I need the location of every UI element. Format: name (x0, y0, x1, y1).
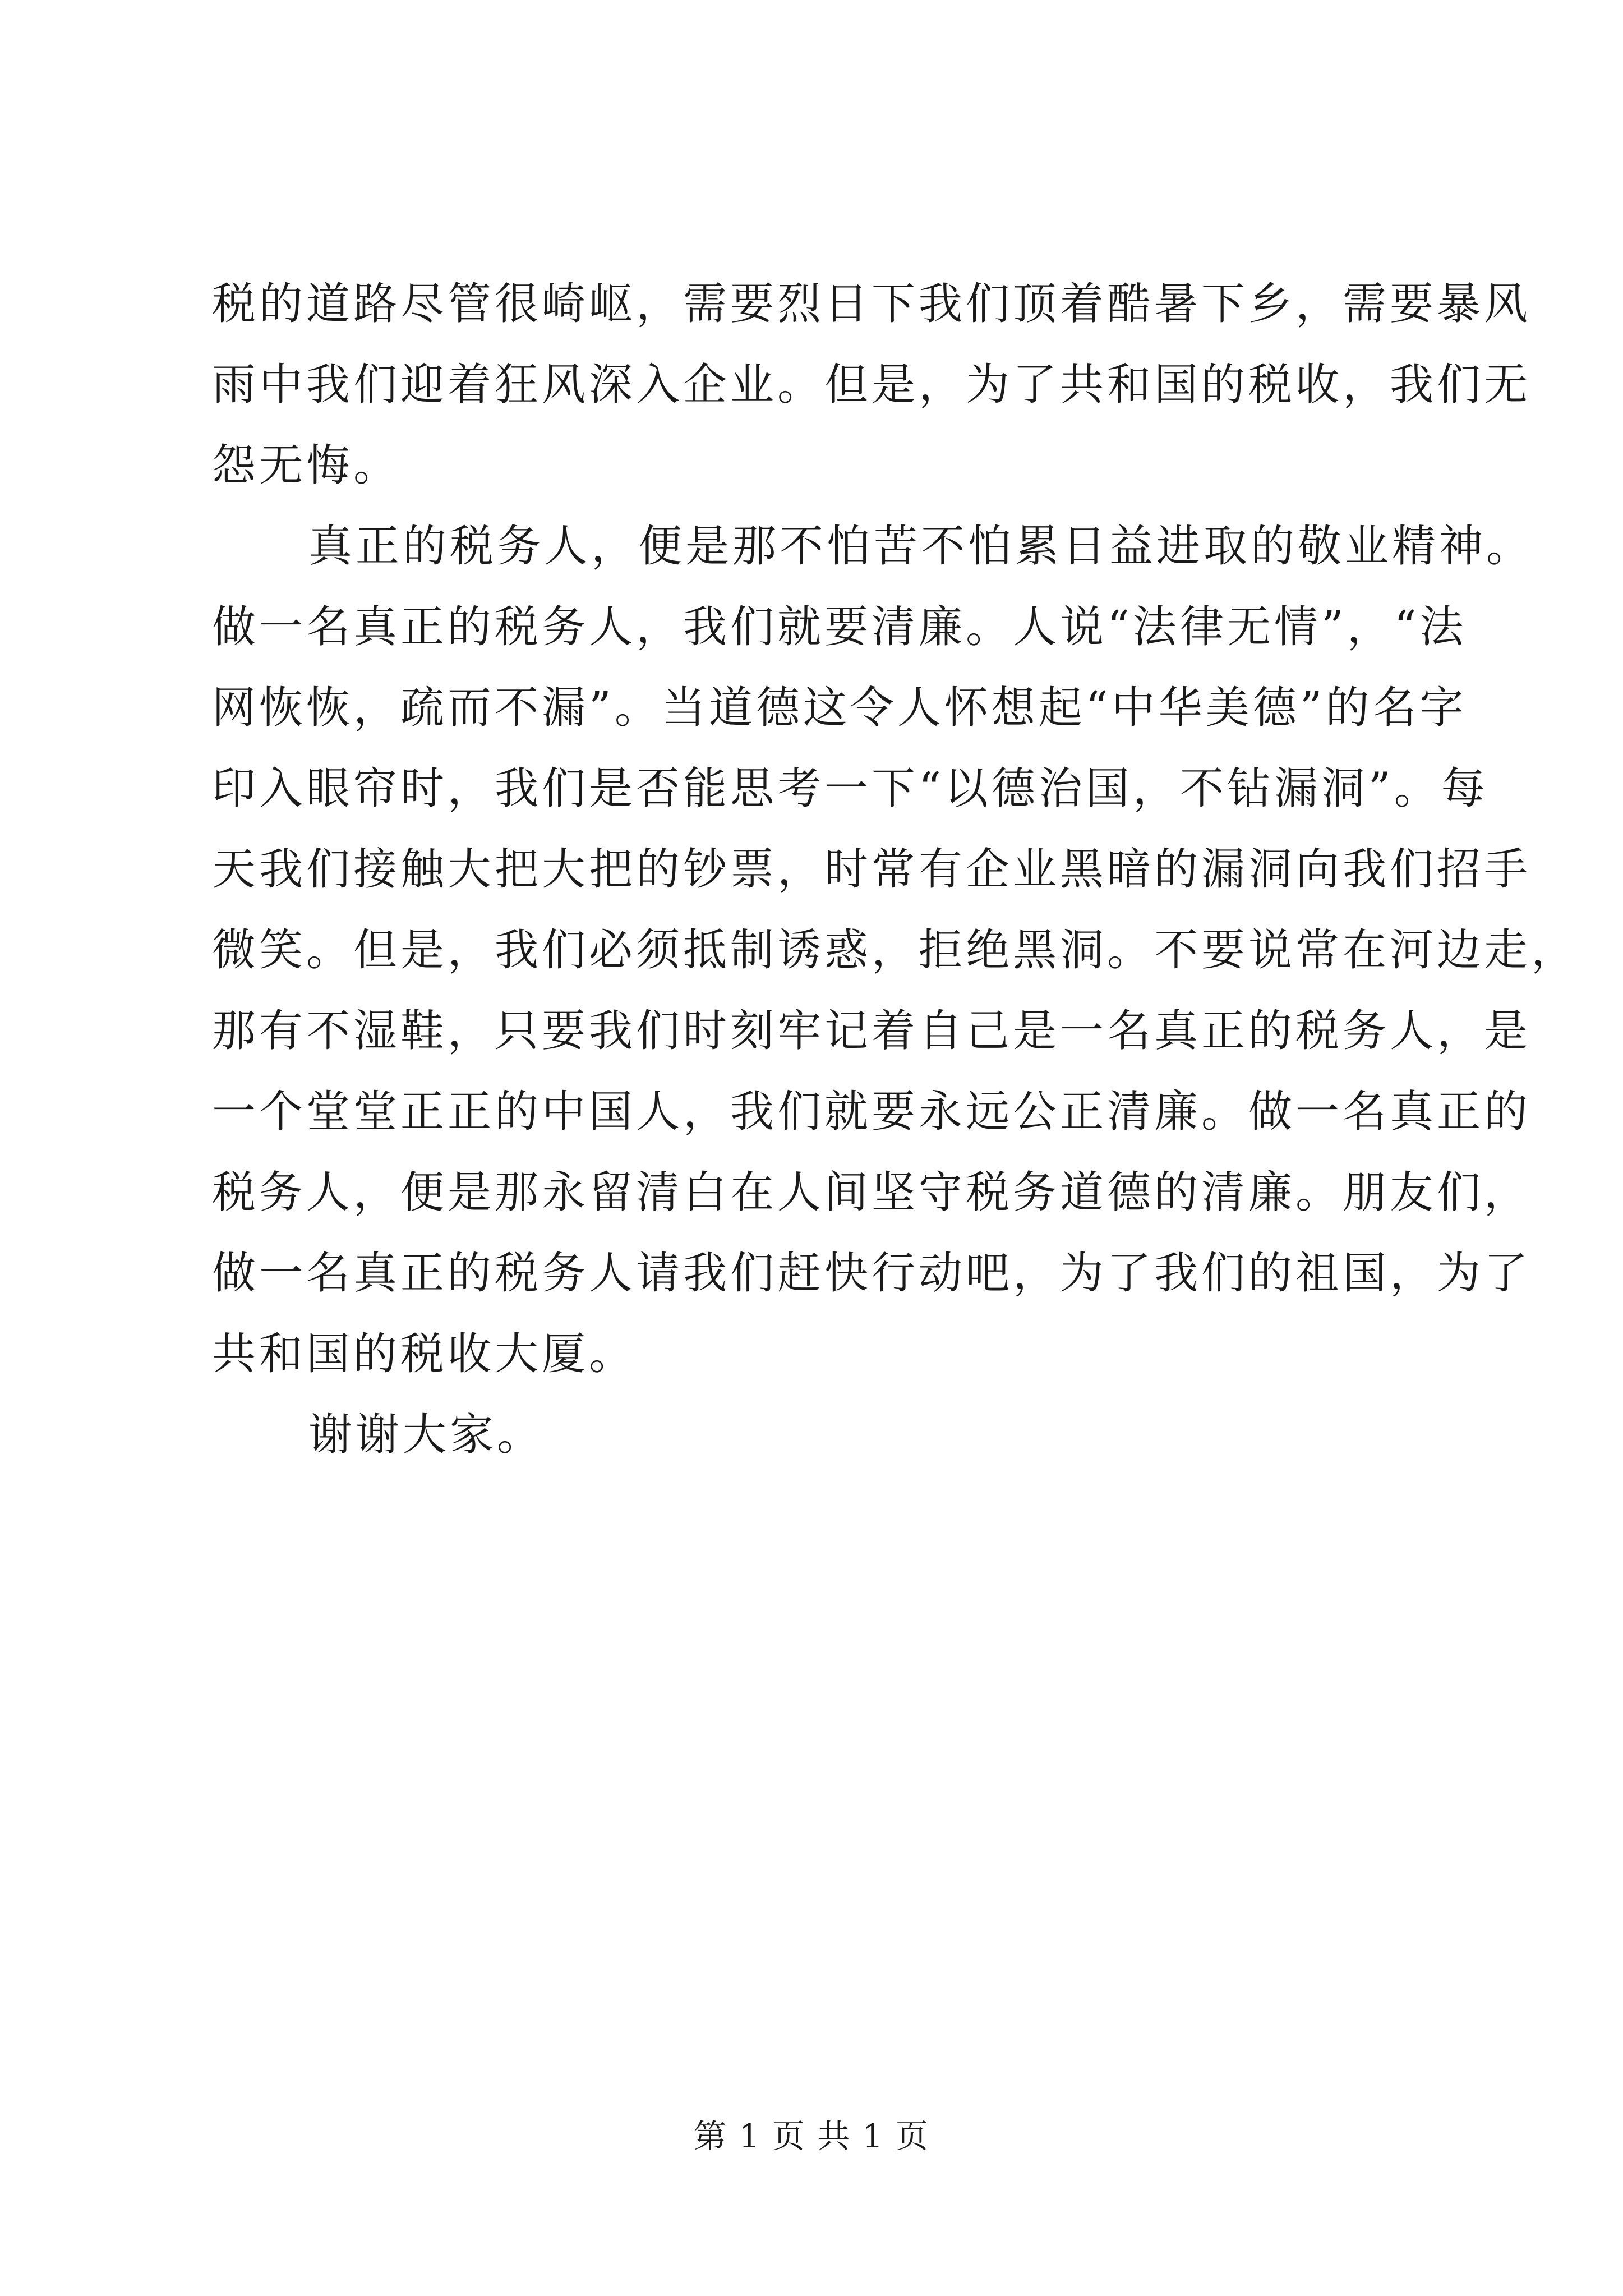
paragraph-start-line: 真正的税务人，便是那不怕苦不怕累日益进取的敬业精神。 (308, 521, 1534, 572)
text-line: 做一名真正的税务人请我们赶快行动吧，为了我们的祖国，为了 (212, 1248, 1532, 1299)
document-body (212, 264, 1579, 1475)
text-line: 一个堂堂正正的中国人，我们就要永远公正清廉。做一名真正的 (212, 1087, 1532, 1137)
text-line: 做一名真正的税务人，我们就要清廉。人说“法律无情”，“法 (212, 602, 1467, 652)
text-line: 雨中我们迎着狂风深入企业。但是，为了共和国的税收，我们无 (212, 360, 1532, 410)
text-line: 怨无悔。 (212, 440, 401, 491)
text-line: 微笑。但是，我们必须抵制诱惑，拒绝黑洞。不要说常在河边走， (212, 925, 1579, 976)
page-footer: 第 1 页 共 1 页 (694, 2117, 929, 2155)
text-line: 税的道路尽管很崎岖，需要烈日下我们顶着酷暑下乡，需要暴风 (212, 279, 1532, 329)
closing-line: 谢谢大家。 (308, 1410, 545, 1460)
text-line: 网恢恢，疏而不漏”。当道德这令人怀想起“中华美德”的名字 (212, 683, 1467, 733)
text-line: 税务人，便是那永留清白在人间坚守税务道德的清廉。朋友们， (212, 1167, 1532, 1218)
text-line: 那有不湿鞋，只要我们时刻牢记着自己是一名真正的税务人，是 (212, 1006, 1532, 1056)
text-line: 印入眼帘时，我们是否能思考一下“以德治国，不钻漏洞”。每 (212, 763, 1488, 814)
text-line: 共和国的税收大厦。 (212, 1329, 637, 1379)
text-line: 天我们接触大把大把的钞票，时常有企业黑暗的漏洞向我们招手 (212, 844, 1532, 895)
